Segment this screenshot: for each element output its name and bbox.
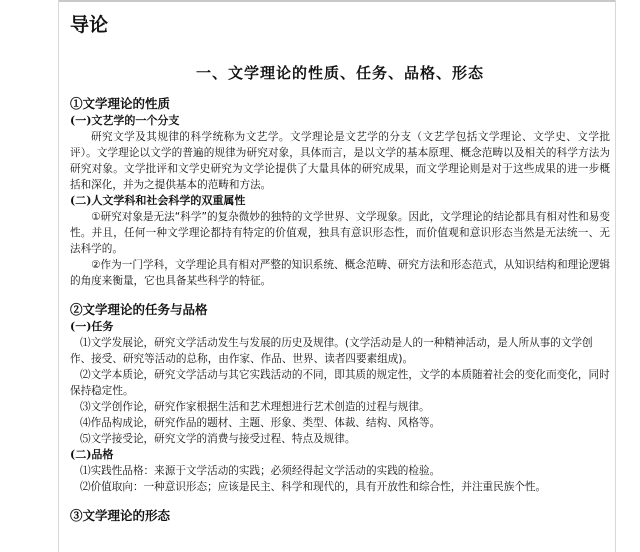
subsection-title: (一)任务 — [70, 320, 114, 333]
document-content — [70, 12, 610, 525]
paragraph: ①研究对象是无法“科学”的复杂微妙的独特的文学世界、文学现象。因此，文学理论的结论都具有相对性和易变性。并且，任何一种文学理论都持有特定的价值观，独具有意识形态性，而价值观和意识形态当然是无法统一、无法科学的。 — [70, 211, 610, 255]
list-item: ⑵文学本质论，研究文学活动与其它实践活动的不同，即其质的规定性，文学的本质随着社会的变化而变化，同时保持稳定性。 — [70, 369, 610, 397]
subsection-title: (二)人文学科和社会科学的双重属性 — [70, 194, 246, 207]
document-heading: 导论 — [70, 14, 109, 36]
subsection-title: (一)文艺学的一个分支 — [70, 114, 180, 127]
chapter-title: 一、文学理论的性质、任务、品格、形态 — [195, 64, 484, 82]
page-top-edge — [58, 0, 616, 2]
paragraph: 研究文学及其规律的科学统称为文艺学。文学理论是文艺学的分支（文艺学包括文学理论、文学史、文学批评）。文学理论以文学的普遍的规律为研究对象，具体而言，是以文学的基本原理、概念范畴以及相关的科学方法为研究对象。文学批评和文学史研究为文学论提供了大量具体的研究成果，而文学理论则是对于这些成果的进一步概括和深化，并为之提供基本的范畴和方法。 — [70, 131, 610, 191]
section-title: ①文学理论的性质 — [70, 96, 171, 111]
subsection-title: (二)品格 — [70, 448, 114, 461]
list-item: ⑴文学发展论，研究文学活动发生与发展的历史及规律。(文学活动是人的一种精神活动，是人所从事的文学创作、接受、研究等活动的总称，由作家、作品、世界、读者四要素组成)。 — [70, 337, 593, 365]
page-left-edge — [58, 0, 59, 552]
section-title: ③文学理论的形态 — [70, 508, 171, 523]
list-item: ⑸文学接受论，研究文学的消费与接受过程、特点及规律。 — [80, 433, 356, 445]
section-nature — [70, 95, 610, 289]
list-item: ⑴实践性品格：来源于文学活动的实践；必须经得起文学活动的实践的检验。 — [80, 465, 441, 477]
page-right-edge — [615, 0, 616, 552]
section-title: ②文学理论的任务与品格 — [70, 302, 208, 317]
list-item: ⑶文学创作论，研究作家根据生活和艺术理想进行艺术创造的过程与规律。 — [80, 401, 430, 413]
list-item: ⑵价值取向：一种意识形态；应该是民主、科学和现代的，具有开放性和综合性，并注重民族个性。 — [80, 481, 547, 493]
section-forms — [70, 507, 610, 525]
paragraph: ②作为一门学科，文学理论具有相对严整的知识系统、概念范畴、研究方法和形态范式，从知识结构和理论逻辑的角度来衡量，它也具备某些科学的特征。 — [70, 259, 610, 287]
list-item: ⑷作品构成论，研究作品的题材、主题、形象、类型、体裁、结构、风格等。 — [80, 417, 441, 429]
section-tasks-character — [70, 301, 610, 495]
